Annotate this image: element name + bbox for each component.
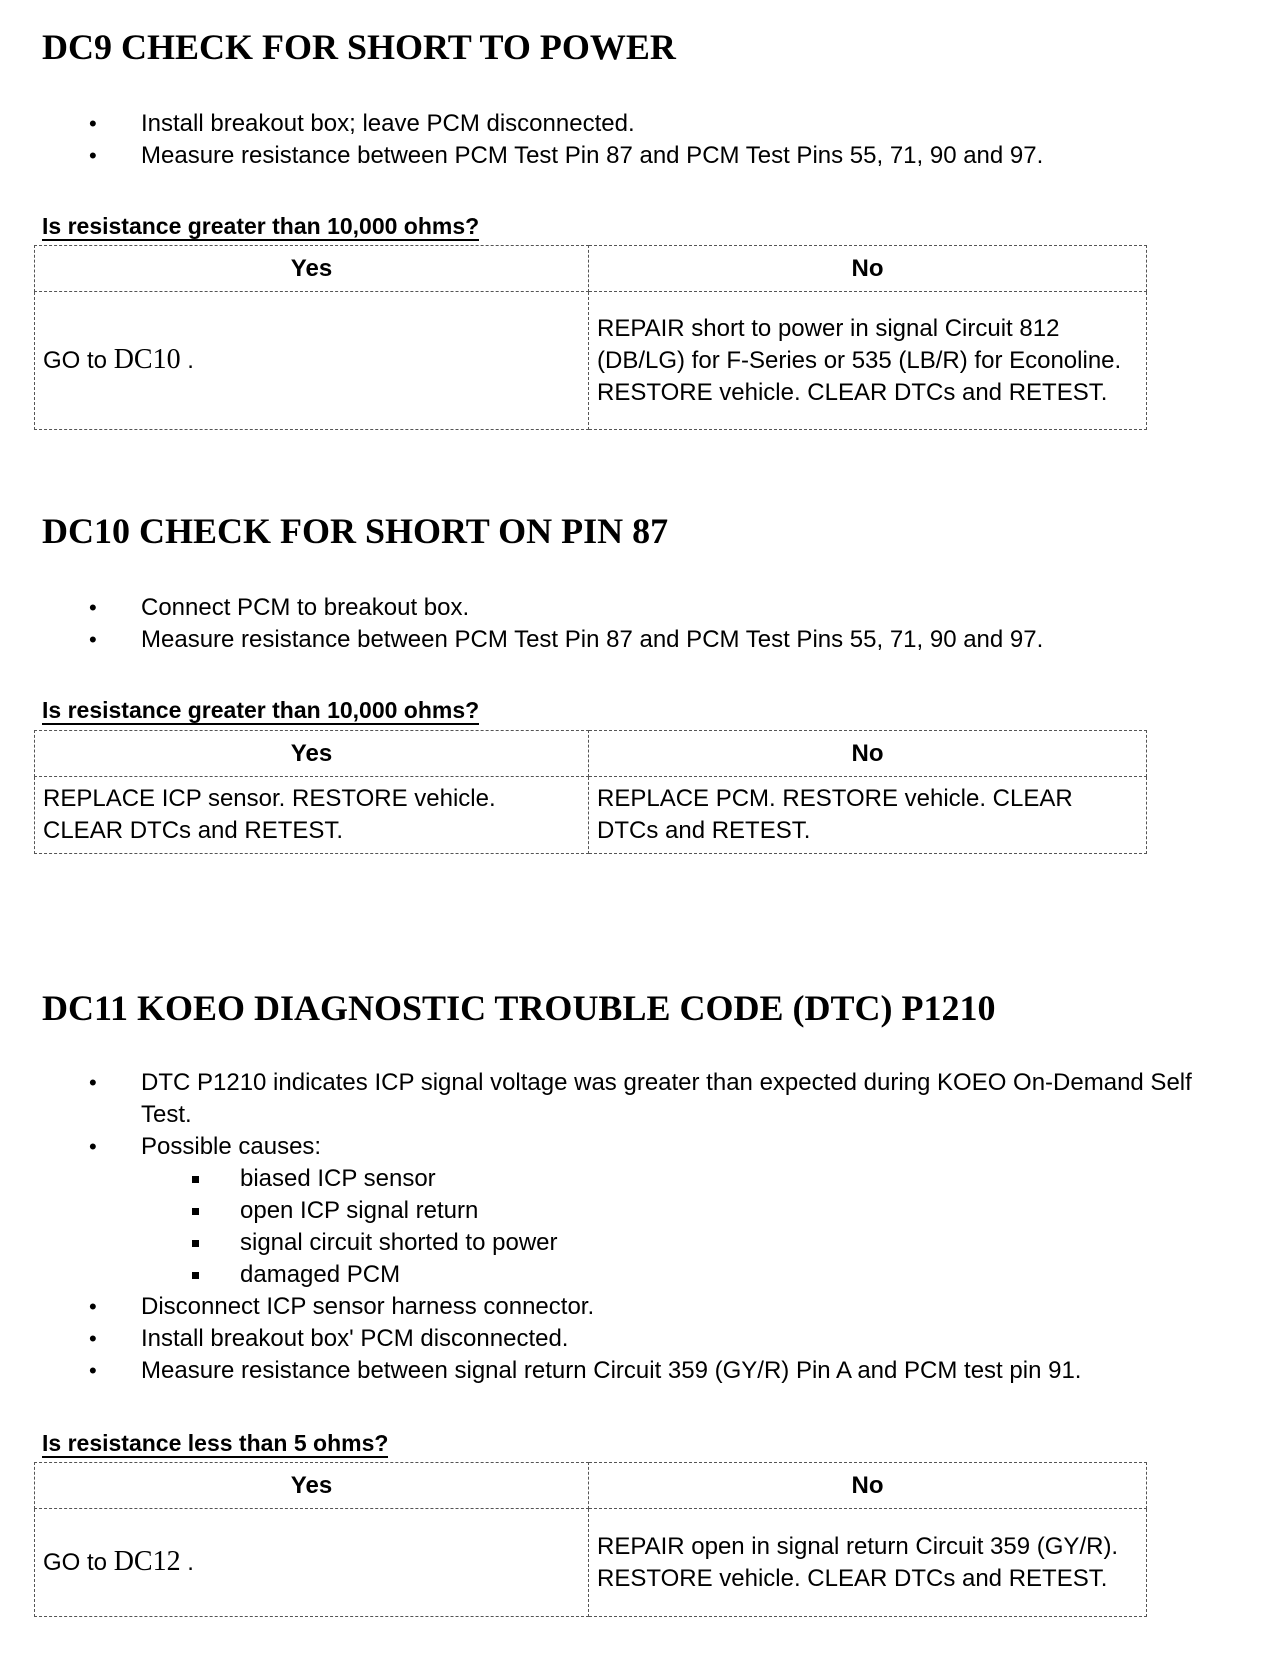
goto-prefix: GO to (43, 347, 108, 374)
yes-cell: REPLACE ICP sensor. RESTORE vehicle. CLEAR DTCs and RETEST. (35, 777, 589, 854)
dc10-bullet-list (0, 592, 1264, 656)
list-item: • Install breakout box' PCM disconnected. (0, 1323, 1201, 1355)
table-header-row (35, 731, 1147, 777)
table-header-row (35, 1463, 1147, 1509)
no-cell: REPAIR open in signal return Circuit 359 (GY/R). RESTORE vehicle. CLEAR DTCs and RETEST. (589, 1509, 1147, 1617)
list-item: • DTC P1210 indicates ICP signal voltage was greater than expected during KOEO On-Demand Self Test. (0, 1067, 1201, 1131)
goto-dc10-link[interactable]: DC10 (113, 344, 181, 375)
dc10-decision-table (34, 730, 1147, 854)
no-header: No (589, 246, 1147, 292)
list-item: • Measure resistance between PCM Test Pin 87 and PCM Test Pins 55, 71, 90 and 97. (0, 624, 1201, 656)
no-header: No (589, 731, 1147, 777)
yes-header: Yes (35, 731, 589, 777)
yes-header: Yes (35, 1463, 589, 1509)
goto-dc12-link[interactable]: DC12 (113, 1546, 181, 1577)
list-item: • Install breakout box; leave PCM disconnected. (0, 108, 1201, 140)
dc9-question (42, 213, 479, 239)
dc11-question-text: Is resistance less than 5 ohms? (42, 1430, 389, 1456)
list-item: • Possible causes: (0, 1131, 1201, 1163)
dc11-bullet-list (0, 1067, 1264, 1387)
dc10-question-text: Is resistance greater than 10,000 ohms? (42, 697, 480, 723)
table-row (35, 1509, 1147, 1617)
yes-cell (35, 292, 589, 430)
sub-list-item: biased ICP sensor (0, 1163, 1200, 1195)
no-header: No (589, 1463, 1147, 1509)
no-cell: REPAIR short to power in signal Circuit 812 (DB/LG) for F-Series or 535 (LB/R) for Econoline. RESTORE vehicle. CLEAR DTCs and RETEST. (589, 292, 1147, 430)
list-item: • Disconnect ICP sensor harness connector. (0, 1291, 1201, 1323)
sub-list-item: open ICP signal return (0, 1195, 1200, 1227)
yes-header: Yes (35, 246, 589, 292)
list-item: • Connect PCM to breakout box. (0, 592, 1201, 624)
goto-suffix: . (187, 1549, 194, 1576)
dc9-question-text: Is resistance greater than 10,000 ohms? (42, 213, 480, 239)
dc10-heading: DC10 CHECK FOR SHORT ON PIN 87 (42, 511, 669, 551)
dc9-bullet-list (0, 108, 1264, 172)
sub-list-item: signal circuit shorted to power (0, 1227, 1200, 1259)
list-item: • Measure resistance between signal return Circuit 359 (GY/R) Pin A and PCM test pin 91. (0, 1355, 1201, 1387)
dc11-decision-table (34, 1462, 1147, 1617)
table-row (35, 777, 1147, 854)
dc9-heading: DC9 CHECK FOR SHORT TO POWER (42, 27, 676, 67)
goto-prefix: GO to (43, 1549, 108, 1576)
dc11-heading: DC11 KOEO DIAGNOSTIC TROUBLE CODE (DTC) P1210 (42, 988, 996, 1028)
goto-suffix: . (187, 347, 194, 374)
table-header-row (35, 246, 1147, 292)
sub-list-item: damaged PCM (0, 1259, 1200, 1291)
list-item: • Measure resistance between PCM Test Pin 87 and PCM Test Pins 55, 71, 90 and 97. (0, 140, 1201, 172)
dc11-question (42, 1430, 388, 1456)
yes-cell (35, 1509, 589, 1617)
dc9-decision-table (34, 245, 1147, 430)
dc10-question (42, 697, 479, 723)
table-row (35, 292, 1147, 430)
no-cell: REPLACE PCM. RESTORE vehicle. CLEAR DTCs and RETEST. (589, 777, 1147, 854)
